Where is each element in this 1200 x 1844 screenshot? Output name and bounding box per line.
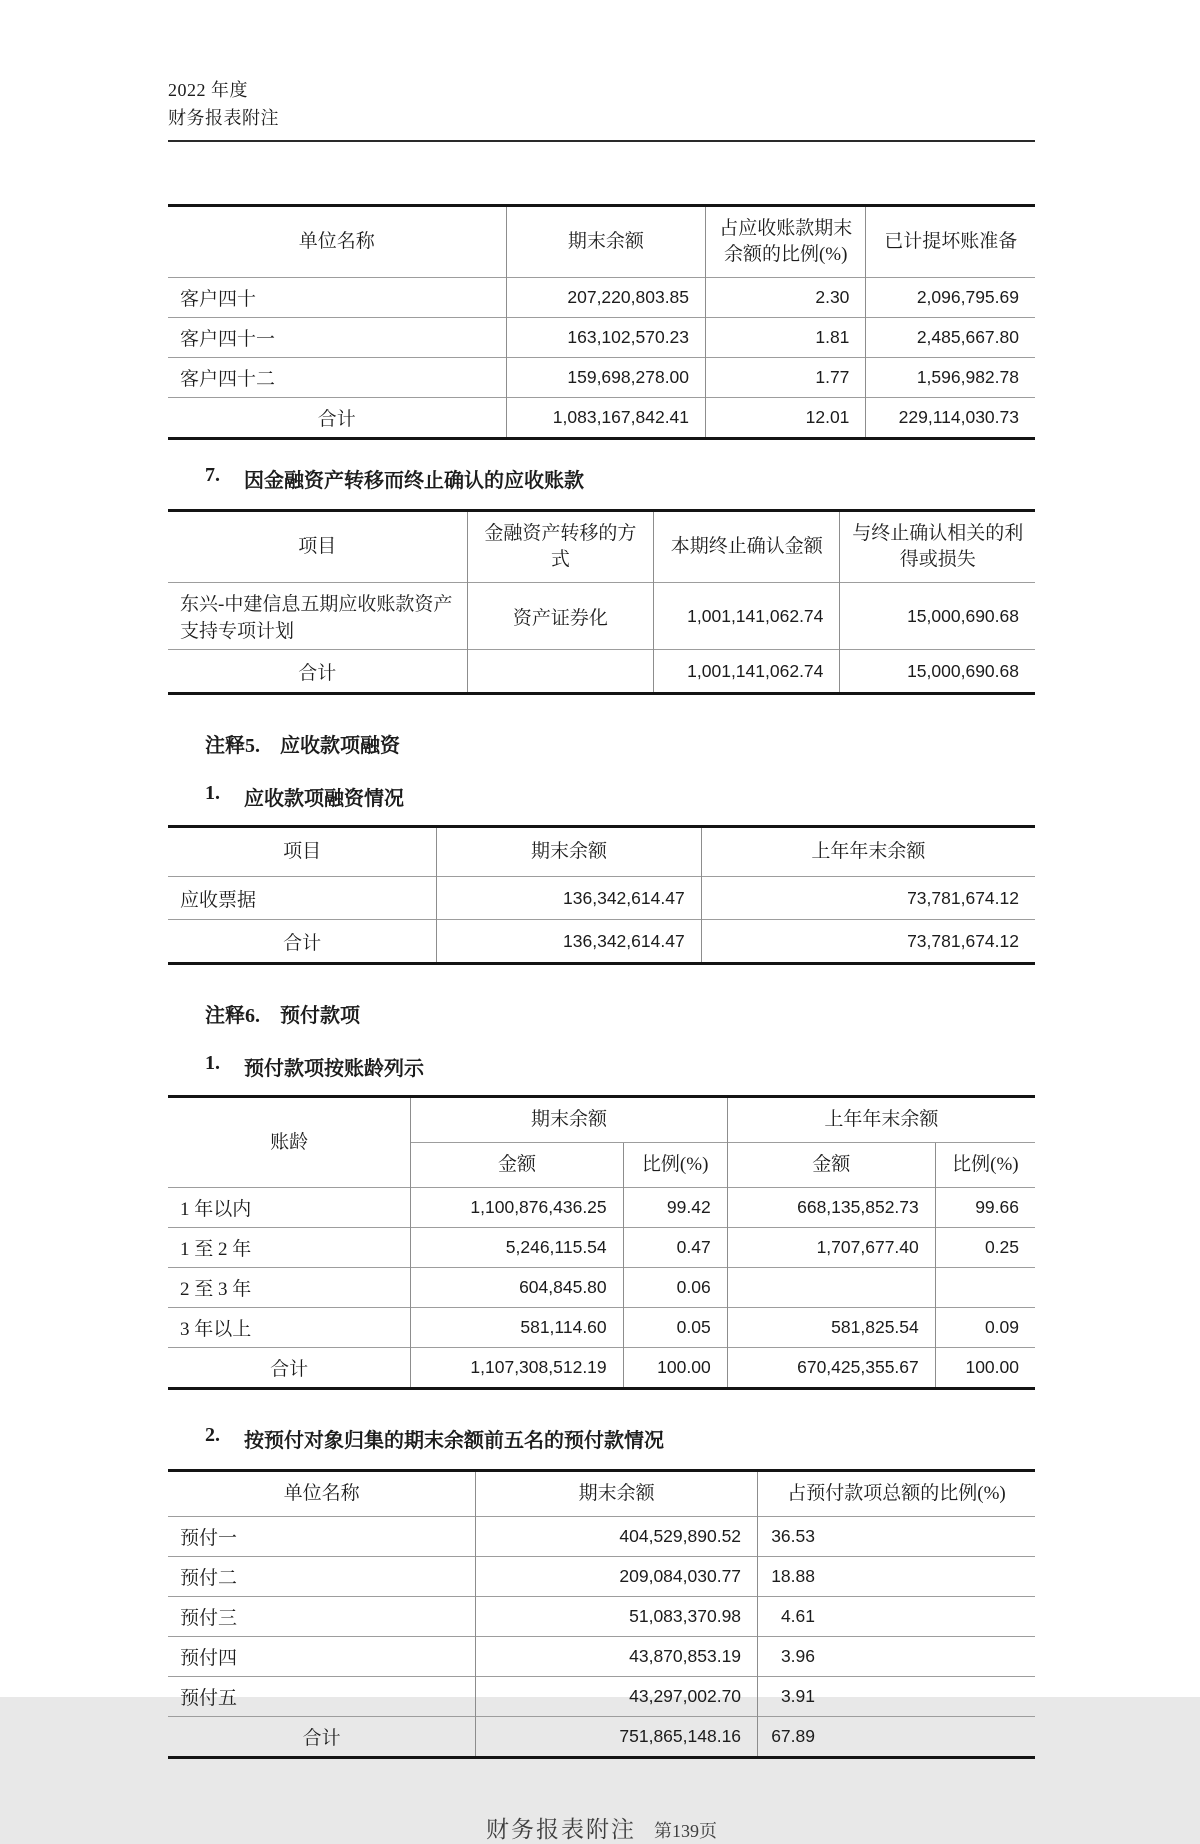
- table-cell: 合计: [168, 1348, 411, 1389]
- table-cell: 73,781,674.12: [701, 920, 1035, 964]
- table-group-header-row: [168, 1097, 1035, 1143]
- table-receivables-financing: [168, 825, 1035, 965]
- section-number: 7.: [205, 464, 220, 486]
- table-cell: 预付四: [168, 1637, 476, 1677]
- table-cell: 0.06: [623, 1268, 727, 1308]
- column-group-header: 上年年末余额: [727, 1097, 1035, 1143]
- column-header: 项目: [283, 841, 322, 862]
- table-cell: 668,135,852.73: [727, 1188, 935, 1228]
- column-header: 占应收账款期末余额的比例(%): [706, 206, 866, 278]
- note-number: 注释6.: [205, 1005, 260, 1027]
- table-header-row: [168, 206, 1035, 278]
- table-header-row: [168, 1471, 1035, 1517]
- table-row: [168, 583, 1035, 650]
- table-header-row: [168, 511, 1035, 583]
- table-cell: 229,114,030.73: [866, 398, 1035, 439]
- note-5-heading: [168, 729, 1035, 758]
- table-cell: 东兴-中建信息五期应收账款资产支持专项计划: [168, 583, 467, 650]
- table-top-customers: [168, 204, 1035, 440]
- note-title: 预付款项: [280, 1005, 360, 1027]
- table-cell: 12.01: [706, 398, 866, 439]
- table-cell: 4.61: [758, 1597, 1035, 1637]
- note-title: 应收款项融资: [280, 735, 400, 757]
- table-cell: 0.25: [935, 1228, 1035, 1268]
- table-cell: 670,425,355.67: [727, 1348, 935, 1389]
- report-title: 财务报表附注: [168, 108, 279, 128]
- table-cell: [935, 1268, 1035, 1308]
- table-cell: 1,001,141,062.74: [654, 650, 840, 694]
- table-cell: 合计: [168, 650, 467, 694]
- table-cell: 18.88: [758, 1557, 1035, 1597]
- table-row: [168, 1188, 1035, 1228]
- table-row: [168, 318, 1035, 358]
- footer-title: 财务报表附注: [486, 1817, 636, 1842]
- table-cell: 163,102,570.23: [506, 318, 705, 358]
- table-cell: 1.77: [706, 358, 866, 398]
- table-cell: 1,100,876,436.25: [411, 1188, 623, 1228]
- table-total-row: [168, 1717, 1035, 1758]
- column-header: 账龄: [270, 1131, 309, 1153]
- table-cell: 36.53: [758, 1517, 1035, 1557]
- column-header: 金融资产转移的方式: [467, 511, 653, 583]
- table-cell: 43,870,853.19: [476, 1637, 758, 1677]
- section-title: 因金融资产转移而终止确认的应收账款: [244, 470, 584, 492]
- table-cell: 404,529,890.52: [476, 1517, 758, 1557]
- table-row: [168, 1517, 1035, 1557]
- column-header: 单位名称: [298, 231, 375, 252]
- table-cell: 136,342,614.47: [437, 877, 701, 920]
- table-row: [168, 1308, 1035, 1348]
- running-header: [168, 76, 1035, 132]
- table-cell: [727, 1268, 935, 1308]
- table-cell: 0.09: [935, 1308, 1035, 1348]
- table-cell: 资产证券化: [467, 583, 653, 650]
- table-cell: 15,000,690.68: [840, 583, 1035, 650]
- header-rule: [168, 140, 1035, 142]
- column-header: 比例(%): [623, 1143, 727, 1188]
- column-group-header: 期末余额: [411, 1097, 727, 1143]
- table-cell: 604,845.80: [411, 1268, 623, 1308]
- table-cell: 0.05: [623, 1308, 727, 1348]
- table-derecognized-receivables: [168, 509, 1035, 695]
- table-cell: 预付二: [168, 1557, 476, 1597]
- table-cell: 1 年以内: [168, 1188, 411, 1228]
- column-header: 单位名称: [283, 1483, 360, 1504]
- table-cell: 3 年以上: [168, 1308, 411, 1348]
- table-cell: 5,246,115.54: [411, 1228, 623, 1268]
- table-cell: 15,000,690.68: [840, 650, 1035, 694]
- table-cell: 应收票据: [168, 877, 437, 920]
- section-7-heading: [168, 464, 1035, 493]
- table-total-row: [168, 650, 1035, 694]
- table-total-row: [168, 398, 1035, 439]
- table-cell: 99.66: [935, 1188, 1035, 1228]
- subsection-title: 应收款项融资情况: [244, 788, 404, 810]
- table-cell: 100.00: [935, 1348, 1035, 1389]
- column-header: 期末余额: [437, 827, 701, 877]
- table-cell: 1,596,982.78: [866, 358, 1035, 398]
- table-cell: 751,865,148.16: [476, 1717, 758, 1758]
- table-row: [168, 1637, 1035, 1677]
- table-cell: 209,084,030.77: [476, 1557, 758, 1597]
- table-prepayments-top5: [168, 1469, 1035, 1759]
- table-cell: 1,707,677.40: [727, 1228, 935, 1268]
- column-header: 金额: [727, 1143, 935, 1188]
- table-cell: 581,114.60: [411, 1308, 623, 1348]
- subsection-title: 按预付对象归集的期末余额前五名的预付款情况: [244, 1430, 664, 1452]
- subsection-number: 1.: [205, 1052, 220, 1074]
- column-header: 金额: [411, 1143, 623, 1188]
- table-cell: 43,297,002.70: [476, 1677, 758, 1717]
- table-cell: 2,485,667.80: [866, 318, 1035, 358]
- table-cell: 581,825.54: [727, 1308, 935, 1348]
- table-cell: 67.89: [758, 1717, 1035, 1758]
- subsection-title: 预付款项按账龄列示: [244, 1058, 424, 1080]
- table-cell: 136,342,614.47: [437, 920, 701, 964]
- column-header: 比例(%): [935, 1143, 1035, 1188]
- table-row: [168, 1677, 1035, 1717]
- table-cell: 3.91: [758, 1677, 1035, 1717]
- table-total-row: [168, 1348, 1035, 1389]
- table-cell: [467, 650, 653, 694]
- table-cell: 预付五: [168, 1677, 476, 1717]
- table-total-row: [168, 920, 1035, 964]
- table-cell: 2.30: [706, 278, 866, 318]
- note-6-sub-1-heading: [168, 1052, 1035, 1081]
- note-5-sub-1-heading: [168, 782, 1035, 811]
- table-cell: 预付一: [168, 1517, 476, 1557]
- column-header: 项目: [298, 536, 337, 557]
- table-cell: 159,698,278.00: [506, 358, 705, 398]
- column-header: 占预付款项总额的比例(%): [758, 1471, 1035, 1517]
- table-row: [168, 358, 1035, 398]
- table-cell: 99.42: [623, 1188, 727, 1228]
- table-row: [168, 1268, 1035, 1308]
- table-cell: 1 至 2 年: [168, 1228, 411, 1268]
- table-cell: 合计: [168, 398, 506, 439]
- table-row: [168, 1228, 1035, 1268]
- table-header-row: [168, 827, 1035, 877]
- table-cell: 2 至 3 年: [168, 1268, 411, 1308]
- column-header: 与终止确认相关的利得或损失: [840, 511, 1035, 583]
- table-cell: 1,107,308,512.19: [411, 1348, 623, 1389]
- footer-page-number: 第139页: [654, 1821, 717, 1841]
- table-cell: 客户四十: [168, 278, 506, 318]
- table-row: [168, 1597, 1035, 1637]
- note-6-heading: [168, 999, 1035, 1028]
- table-row: [168, 1557, 1035, 1597]
- page-content: [168, 76, 1035, 1844]
- table-cell: 2,096,795.69: [866, 278, 1035, 318]
- table-cell: 51,083,370.98: [476, 1597, 758, 1637]
- table-cell: 预付三: [168, 1597, 476, 1637]
- table-row: [168, 877, 1035, 920]
- column-header: 本期终止确认金额: [654, 511, 840, 583]
- table-cell: 1.81: [706, 318, 866, 358]
- table-cell: 合计: [168, 1717, 476, 1758]
- note-6-sub-2-heading: [168, 1424, 1035, 1453]
- table-prepayments-aging: [168, 1095, 1035, 1390]
- table-cell: 1,083,167,842.41: [506, 398, 705, 439]
- table-cell: 客户四十一: [168, 318, 506, 358]
- table-cell: 0.47: [623, 1228, 727, 1268]
- column-header: 上年年末余额: [701, 827, 1035, 877]
- table-cell: 73,781,674.12: [701, 877, 1035, 920]
- table-cell: 100.00: [623, 1348, 727, 1389]
- table-cell: 1,001,141,062.74: [654, 583, 840, 650]
- table-cell: 207,220,803.85: [506, 278, 705, 318]
- column-header: 期末余额: [506, 206, 705, 278]
- subsection-number: 1.: [205, 782, 220, 804]
- table-cell: 3.96: [758, 1637, 1035, 1677]
- column-header: 期末余额: [476, 1471, 758, 1517]
- table-cell: 合计: [168, 920, 437, 964]
- column-header: 已计提坏账准备: [866, 206, 1035, 278]
- table-row: [168, 278, 1035, 318]
- note-number: 注释5.: [205, 735, 260, 757]
- subsection-number: 2.: [205, 1424, 220, 1446]
- table-cell: 客户四十二: [168, 358, 506, 398]
- report-year: 2022 年度: [168, 80, 248, 100]
- page-footer: [168, 1811, 1035, 1844]
